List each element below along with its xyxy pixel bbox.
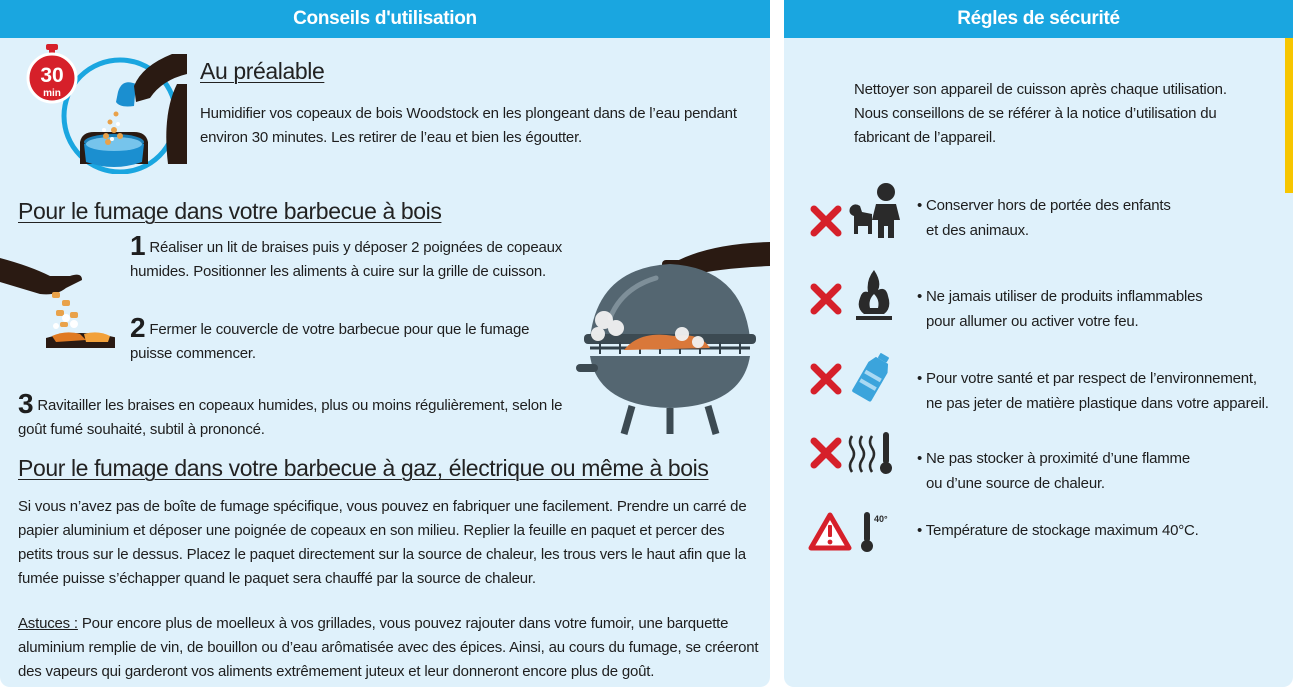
step-number-3: 3 (18, 388, 34, 419)
gas-text: Si vous n’avez pas de boîte de fumage spécifique, vous pouvez en fabriquer une facilement. Prendre un carré de papier aluminium et déposer une poignée de copeaux en son milieu. Replier la feuille en paquet et percer des petits trous sur le dessus. Placez le paquet directement sur la source de chaleur, les trous vers le haut afin que la fumée puisse s’échapper quand le paquet sera chauffé par la source de chaleur. (18, 498, 747, 587)
tips-label: Astuces : (18, 615, 78, 632)
wood-step-1 (130, 230, 600, 284)
thermometer-icon (858, 510, 892, 554)
prealable-text: Humidifier vos copeaux de bois Woodstock en les plongeant dans de l’eau pendant environ 30 minutes. Les retirer de l’eau et bien les égoutter. (200, 105, 737, 146)
step-text-2: Fermer le couvercle de votre barbecue pour que le fumage puisse commencer. (130, 321, 530, 362)
rule-1 (917, 193, 1171, 243)
timer-number: 30 (40, 64, 64, 87)
rule-3-line2: ne pas jeter de matière plastique dans votre appareil. (926, 395, 1269, 412)
rule-4-line1: • Ne pas stocker à proximité d’une flamme (917, 450, 1190, 467)
hand-chips-illustration (0, 252, 115, 352)
wood-step-2 (130, 312, 550, 366)
kettle-grill-illustration (570, 238, 770, 438)
rule-4-line2: ou d’une source de chaleur. (926, 475, 1105, 492)
step-number-1: 1 (130, 230, 146, 261)
rule-2-line1: • Ne jamais utiliser de produits inflammables (917, 288, 1203, 305)
wood-section-title: Pour le fumage dans votre barbecue à bois (18, 198, 442, 224)
timer-unit: min (43, 88, 61, 99)
cross-icon (809, 362, 843, 396)
rule-1-line2: et des animaux. (926, 222, 1029, 239)
tips-paragraph (18, 612, 760, 684)
rule-2 (917, 284, 1203, 334)
step-text-3: Ravitailler les braises en copeaux humides, plus ou moins régulièrement, selon le goût fumé souhaité, subtil à prononcé. (18, 397, 563, 438)
gas-section-title: Pour le fumage dans votre barbecue à gaz, électrique ou même à bois (18, 455, 709, 481)
rule-2-line2: pour allumer ou activer votre feu. (926, 313, 1139, 330)
safety-header: Régles de sécurité (784, 0, 1293, 38)
child-dog-icon (846, 182, 902, 240)
cross-icon (809, 204, 843, 238)
safety-intro: Nettoyer son appareil de cuisson après chaque utilisation. Nous conseillons de se référer à la notice d’utilisation du fabricant de l’appareil. (854, 81, 1227, 146)
rule-5 (917, 518, 1199, 543)
tips-text: Pour encore plus de moelleux à vos grillades, vous pouvez rajouter dans votre fumoir, une barquette aluminium remplie de vin, de bouillon ou d’eau arômatisée avec des épices. Ainsi, au cours du fumage, se créeront des vapeurs qui garderont vos aliments extrêmement juteux et leur donneront encore plus de goût. (18, 615, 759, 680)
plastic-bottle-icon (850, 350, 896, 402)
wood-step-3 (18, 388, 578, 442)
rule-5-line1: • Température de stockage maximum 40°C. (917, 522, 1199, 539)
rule-3 (917, 366, 1269, 416)
cross-icon (809, 436, 843, 470)
timer-icon (24, 44, 80, 104)
yellow-tab (1285, 38, 1293, 193)
warning-icon (808, 512, 852, 552)
step-number-2: 2 (130, 312, 146, 343)
step-text-1: Réaliser un lit de braises puis y déposer 2 poignées de copeaux humides. Positionner les aliments à cuire sur la grille de cuisson. (130, 239, 563, 280)
rule-4 (917, 446, 1190, 496)
thermometer-label: 40° (874, 514, 888, 524)
prealable-title: Au préalable (200, 58, 325, 84)
heat-thermometer-icon (846, 430, 894, 476)
usage-header: Conseils d'utilisation (0, 0, 770, 38)
safety-panel (784, 0, 1293, 687)
cross-icon (809, 282, 843, 316)
rule-1-line1: • Conserver hors de portée des enfants (917, 197, 1171, 214)
flame-icon (854, 268, 894, 322)
rule-3-line1: • Pour votre santé et par respect de l’environnement, (917, 370, 1257, 387)
